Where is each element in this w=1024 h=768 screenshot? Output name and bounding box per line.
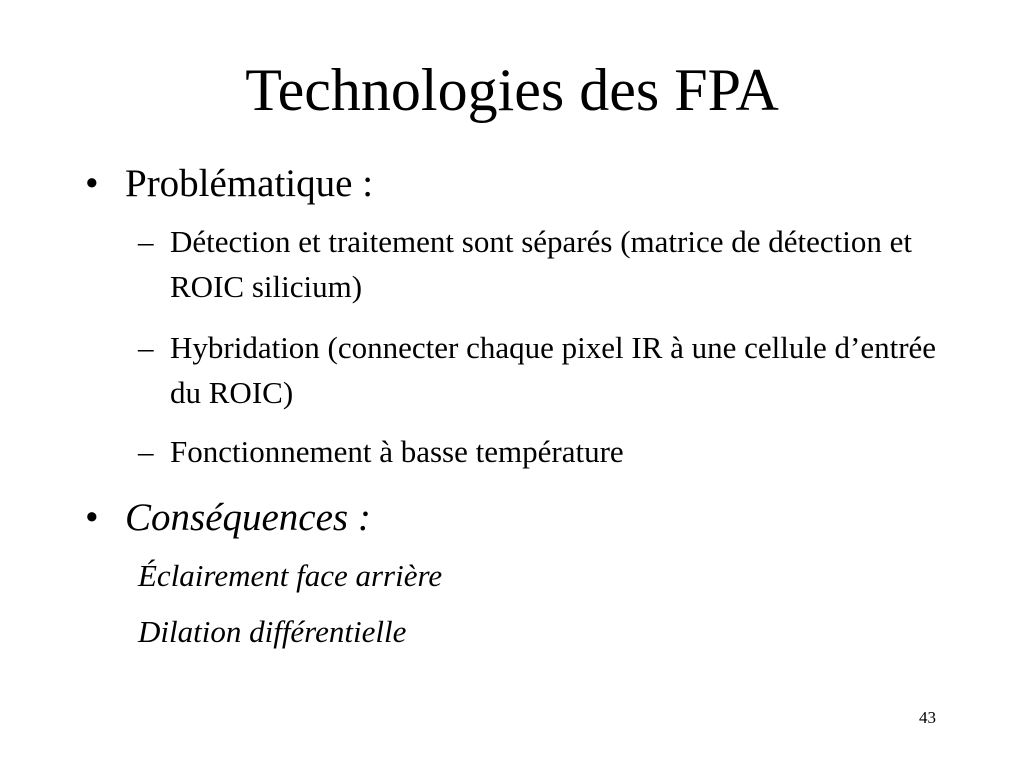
dash-marker: – bbox=[138, 434, 154, 469]
subitem-text: Hybridation (connecter chaque pixel IR à une cellule d’entrée du ROIC) bbox=[170, 330, 937, 410]
dash-marker: – bbox=[138, 224, 154, 259]
subitem-text: Détection et traitement sont séparés (matrice de détection et ROIC silicium) bbox=[170, 224, 912, 304]
subitem-hybridation bbox=[138, 325, 958, 415]
bullet-text: Problématique : bbox=[125, 162, 374, 205]
page-number: 43 bbox=[919, 708, 936, 727]
bullet-consequences bbox=[85, 496, 371, 540]
slide-title: Technologies des FPA bbox=[245, 57, 779, 123]
subitem-detection bbox=[138, 219, 958, 309]
subitem-fonctionnement bbox=[138, 429, 958, 474]
bullet-problematique bbox=[85, 162, 373, 206]
dash-marker: – bbox=[138, 330, 154, 365]
bullet-marker: • bbox=[85, 162, 99, 205]
subitem-text: Fonctionnement à basse température bbox=[170, 434, 624, 469]
line-eclairement: Éclairement face arrière bbox=[138, 558, 443, 593]
bullet-text: Conséquences : bbox=[125, 496, 371, 539]
bullet-marker: • bbox=[85, 496, 99, 539]
line-dilation: Dilation différentielle bbox=[138, 614, 407, 649]
